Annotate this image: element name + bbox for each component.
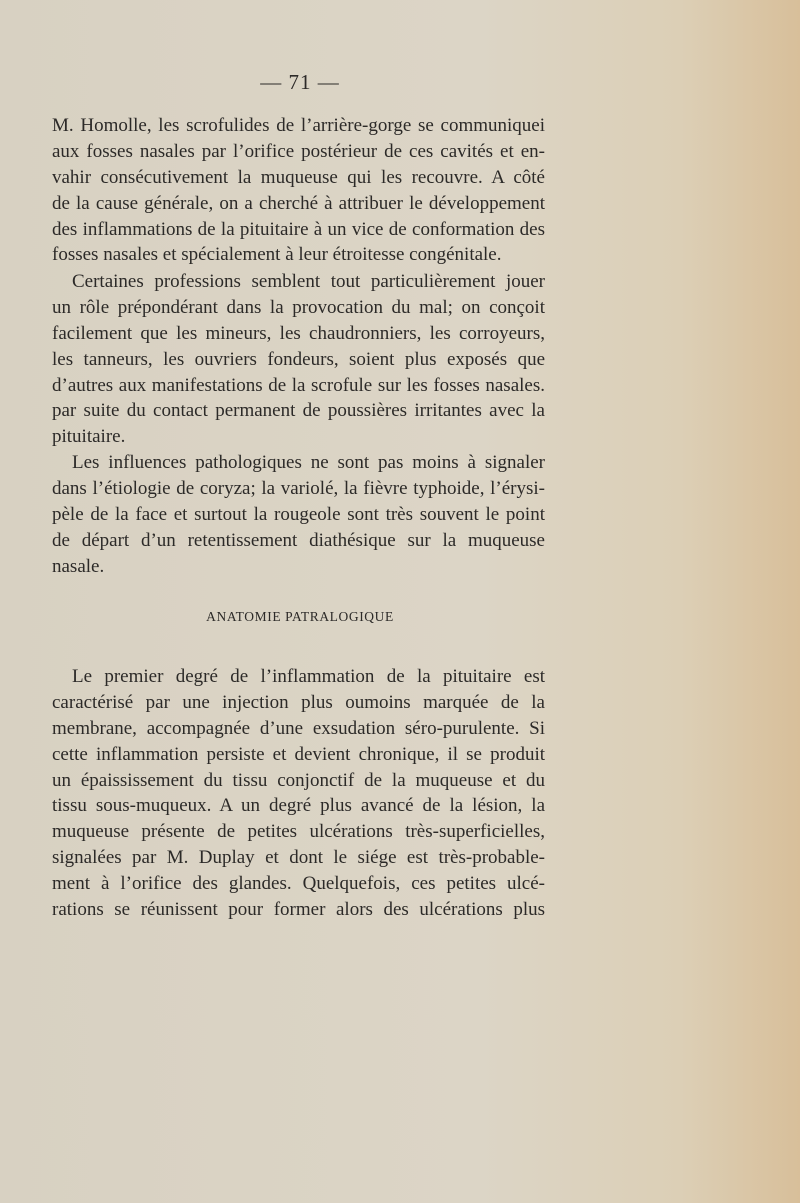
paragraph — [52, 269, 545, 450]
text-line: M. Homolle, les scrofulides de l’arrière-gorge se communiquei — [52, 115, 545, 136]
text-line: un rôle prépondérant dans la provocation du mal; on conçoit — [52, 296, 545, 318]
text-line: caractérisé par une injection plus oumoins marquée de la — [52, 691, 545, 713]
text-line: membrane, accompagnée d’une exsudation séro-purulente. Si — [52, 717, 545, 739]
paragraph — [52, 113, 545, 268]
text-line: pèle de la face et surtout la rougeole sont très souvent le point — [52, 503, 545, 525]
text-line: muqueuse présente de petites ulcérations très-superficielles, — [52, 821, 545, 843]
text-line: signalées par M. Duplay et dont le siége est très-probable- — [52, 847, 545, 869]
text-line: des inflammations de la pituitaire à un vice de conformation des — [52, 218, 545, 240]
paragraph — [52, 664, 545, 923]
text-line: d’autres aux manifestations de la scrofule sur les fosses nasales. — [52, 374, 545, 396]
text-line: Les influences pathologiques ne sont pas moins à signaler — [72, 452, 545, 473]
paragraph — [52, 450, 545, 579]
text-line: ment à l’orifice des glandes. Quelquefois, ces petites ulcé- — [52, 873, 545, 895]
page-number: — 71 — — [260, 70, 340, 94]
text-line: pituitaire. — [52, 426, 126, 448]
text-line: Le premier degré de l’inflammation de la pituitaire est — [72, 666, 545, 687]
text-line: les tanneurs, les ouvriers fondeurs, soient plus exposés que — [52, 348, 545, 370]
text-line: vahir consécutivement la muqueuse qui les recouvre. A côté — [52, 166, 545, 188]
text-line: fosses nasales et spécialement à leur étroitesse congénitale. — [52, 244, 502, 266]
text-line: de la cause générale, on a cherché à attribuer le développement — [52, 192, 545, 214]
text-line: cette inflammation persiste et devient chronique, il se produit — [52, 743, 545, 765]
text-line: facilement que les mineurs, les chaudronniers, les corroyeurs, — [52, 322, 545, 344]
text-line: Certaines professions semblent tout particulièrement jouer — [72, 271, 545, 292]
text-line: nasale. — [52, 555, 105, 577]
text-line: rations se réunissent pour former alors des ulcérations plus — [52, 899, 545, 921]
text-line: tissu sous-muqueux. A un degré plus avancé de la lésion, la — [52, 795, 545, 817]
text-line: un épaississement du tissu conjonctif de la muqueuse et du — [52, 769, 545, 791]
text-line: par suite du contact permanent de poussières irritantes avec la — [52, 400, 545, 422]
text-line: dans l’étiologie de coryza; la variolé, la fièvre typhoide, l’érysi- — [52, 477, 545, 499]
section-heading: ANATOMIE PATRALOGIQUE — [206, 609, 394, 624]
text-line: aux fosses nasales par l’orifice postérieur de ces cavités et en- — [52, 140, 545, 162]
text-line: de départ d’un retentissement diathésique sur la muqueuse — [52, 529, 545, 551]
